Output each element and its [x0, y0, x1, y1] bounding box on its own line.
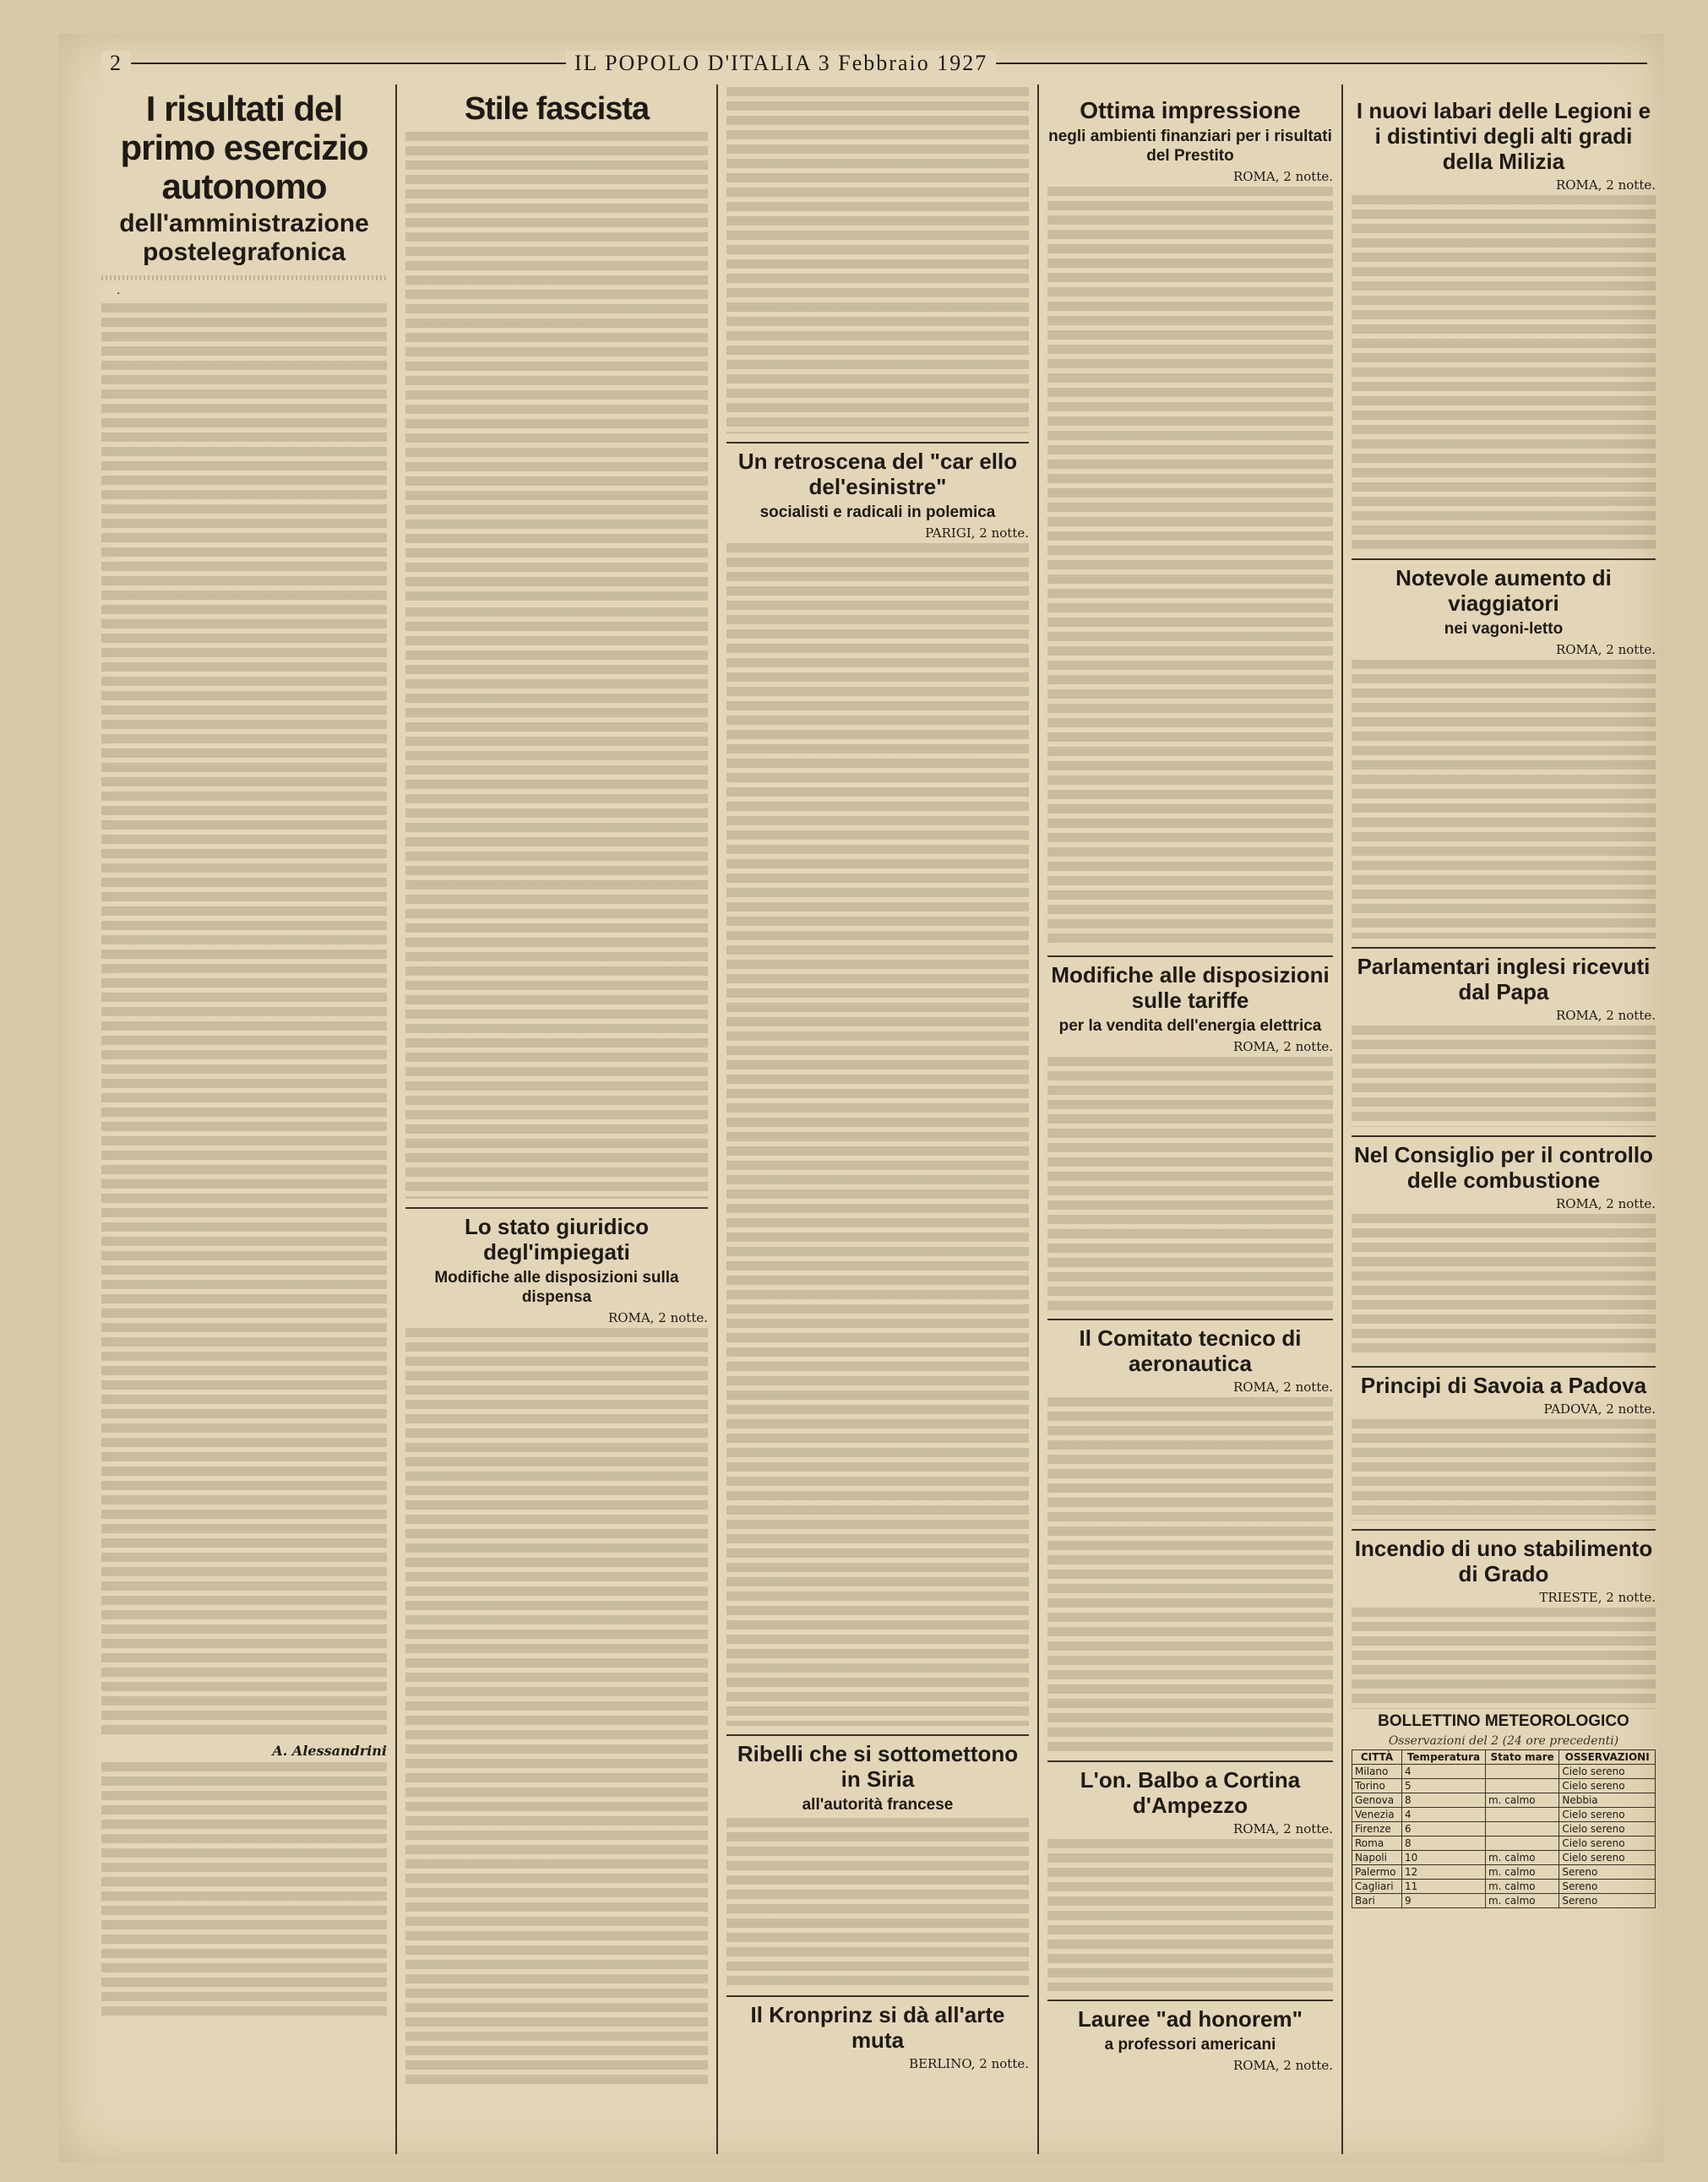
weather-row [1352, 1836, 1656, 1851]
weather-cell: 8 [1401, 1793, 1485, 1808]
weather-cell: 12 [1401, 1865, 1485, 1880]
weather-cell: m. calmo [1485, 1793, 1558, 1808]
weather-cell [1485, 1822, 1558, 1836]
weather-cell: 4 [1401, 1765, 1485, 1779]
article-subheadline: Modifiche alle disposizioni sulla dispensa [434, 1269, 679, 1306]
article-dateline: ROMA, 2 notte. [1232, 1821, 1333, 1836]
article-text-block [101, 303, 387, 1739]
weather-cell [1485, 1836, 1558, 1851]
weather-cell: Venezia [1352, 1808, 1402, 1822]
weather-cell: Genova [1352, 1793, 1402, 1808]
article-headline: Nel Consiglio per il controllo delle combustione [1352, 1135, 1656, 1193]
weather-table [1352, 1749, 1656, 1908]
weather-subtitle: Osservazioni del 2 (24 ore precedenti) [1388, 1734, 1619, 1748]
article-subheadline: all'autorità francese [802, 1796, 954, 1814]
article-headline: L'on. Balbo a Cortina d'Ampezzo [1047, 1760, 1333, 1818]
article-headline: Un retroscena del "car ello del'esinistre" [726, 442, 1029, 499]
article-subheadline: nei vagoni-letto [1444, 620, 1564, 638]
article-dateline: ROMA, 2 notte. [1232, 1379, 1333, 1395]
article-dateline: TRIESTE, 2 notte. [1539, 1590, 1656, 1605]
weather-cell: Sereno [1559, 1880, 1656, 1894]
weather-row [1352, 1808, 1656, 1822]
article-dateline: ROMA, 2 notte. [1555, 1196, 1656, 1211]
weather-cell: 4 [1401, 1808, 1485, 1822]
weather-cell: Milano [1352, 1765, 1402, 1779]
article-subheadline: socialisti e radicali in polemica [759, 503, 996, 521]
article-dateline: ROMA, 2 notte. [1555, 177, 1656, 193]
weather-row [1352, 1822, 1656, 1836]
weather-cell [1485, 1808, 1558, 1822]
weather-cell: Bari [1352, 1894, 1402, 1908]
weather-cell: Torino [1352, 1779, 1402, 1793]
weather-row [1352, 1765, 1656, 1779]
weather-cell: m. calmo [1485, 1851, 1558, 1865]
main-headline: I risultati del primo esercizio autonomo [120, 89, 368, 206]
weather-cell: Napoli [1352, 1851, 1402, 1865]
weather-cell: 11 [1401, 1880, 1485, 1894]
weather-cell: Cielo sereno [1559, 1779, 1656, 1793]
article-headline: Lauree "ad honorem" [1047, 2000, 1333, 2032]
article-dateline: ROMA, 2 notte. [1232, 2058, 1333, 2073]
article-headline: Parlamentari inglesi ricevuti dal Papa [1352, 947, 1656, 1004]
article-headline: Incendio di uno stabilimento di Grado [1352, 1529, 1656, 1586]
weather-cell: Cielo sereno [1559, 1836, 1656, 1851]
column-3 [718, 84, 1039, 2154]
weather-title: BOLLETTINO METEOROLOGICO [1378, 1712, 1629, 1730]
weather-cell: Sereno [1559, 1865, 1656, 1880]
article-headline: Ribelli che si sottomettono in Siria [726, 1734, 1029, 1792]
stile-fascista-headline: Stile fascista [464, 91, 650, 127]
weather-cell: Roma [1352, 1836, 1402, 1851]
article-dateline: ROMA, 2 notte. [607, 1310, 708, 1325]
weather-row [1352, 1880, 1656, 1894]
weather-row [1352, 1894, 1656, 1908]
article-dateline: PADOVA, 2 notte. [1543, 1401, 1656, 1417]
weather-cell: Cagliari [1352, 1880, 1402, 1894]
main-subheadline: dell'amministrazione postelegrafonica [119, 209, 369, 266]
weather-cell: m. calmo [1485, 1880, 1558, 1894]
weather-cell: Nebbia [1559, 1793, 1656, 1808]
article-signature: A. Alessandrini [272, 1743, 387, 1759]
article-subheadline: per la vendita dell'energia elettrica [1058, 1017, 1322, 1035]
article-subheadline: a professori americani [1104, 2036, 1276, 2054]
article-headline: I nuovi labari delle Legioni e i distintivi degli alti gradi della Milizia [1356, 98, 1651, 174]
weather-cell: 10 [1401, 1851, 1485, 1865]
weather-cell: 6 [1401, 1822, 1485, 1836]
weather-row [1352, 1779, 1656, 1793]
article-headline: Principi di Savoia a Padova [1352, 1366, 1656, 1398]
weather-row [1352, 1851, 1656, 1865]
article-headline: Il Comitato tecnico di aeronautica [1047, 1319, 1333, 1376]
weather-cell: 8 [1401, 1836, 1485, 1851]
weather-cell: Cielo sereno [1559, 1851, 1656, 1865]
article-headline: Modifiche alle disposizioni sulle tariffe [1047, 955, 1333, 1013]
column-5 [1343, 84, 1664, 2154]
article-headline: Ottima impressione [1080, 97, 1301, 123]
weather-cell: Palermo [1352, 1865, 1402, 1880]
newspaper-title: IL POPOLO D'ITALIA 3 Febbraio 1927 [566, 51, 996, 76]
article-dateline: ROMA, 2 notte. [1232, 1039, 1333, 1054]
article-text-block [405, 132, 708, 605]
weather-cell: 5 [1401, 1779, 1485, 1793]
article-headline: Lo stato giuridico degl'impiegati [405, 1207, 708, 1265]
article-dateline: BERLINO, 2 notte. [909, 2056, 1029, 2071]
running-header [59, 44, 1664, 78]
weather-row [1352, 1793, 1656, 1808]
article-headline: Il Kronprinz si dà all'arte muta [726, 1995, 1029, 2053]
column-1: I risultati del primo esercizio autonomo dell'amministrazione postelegrafonica . A. Alessandrini [93, 84, 397, 2154]
weather-cell: Cielo sereno [1559, 1808, 1656, 1822]
weather-cell: Cielo sereno [1559, 1822, 1656, 1836]
article-subheadline: negli ambienti finanziari per i risultati del Prestito [1048, 128, 1332, 165]
weather-cell: Firenze [1352, 1822, 1402, 1836]
weather-header-row: CITTÀ Temperatura Stato mare OSSERVAZIONI [1352, 1750, 1656, 1765]
weather-cell: Cielo sereno [1559, 1765, 1656, 1779]
page-number: 2 [101, 51, 131, 76]
column-4 [1039, 84, 1343, 2154]
weather-row [1352, 1865, 1656, 1880]
article-dateline: ROMA, 2 notte. [1555, 642, 1656, 657]
weather-cell: 9 [1401, 1894, 1485, 1908]
weather-cell [1485, 1779, 1558, 1793]
column-2 [397, 84, 718, 2154]
article-dateline: ROMA, 2 notte. [1232, 169, 1333, 184]
article-dateline: PARIGI, 2 notte. [925, 525, 1029, 541]
weather-cell [1485, 1765, 1558, 1779]
weather-cell: m. calmo [1485, 1865, 1558, 1880]
weather-cell: Sereno [1559, 1894, 1656, 1908]
newspaper-page [59, 34, 1664, 2163]
article-headline: Notevole aumento di viaggiatori [1352, 558, 1656, 616]
weather-cell: m. calmo [1485, 1894, 1558, 1908]
article-dateline: ROMA, 2 notte. [1555, 1008, 1656, 1023]
